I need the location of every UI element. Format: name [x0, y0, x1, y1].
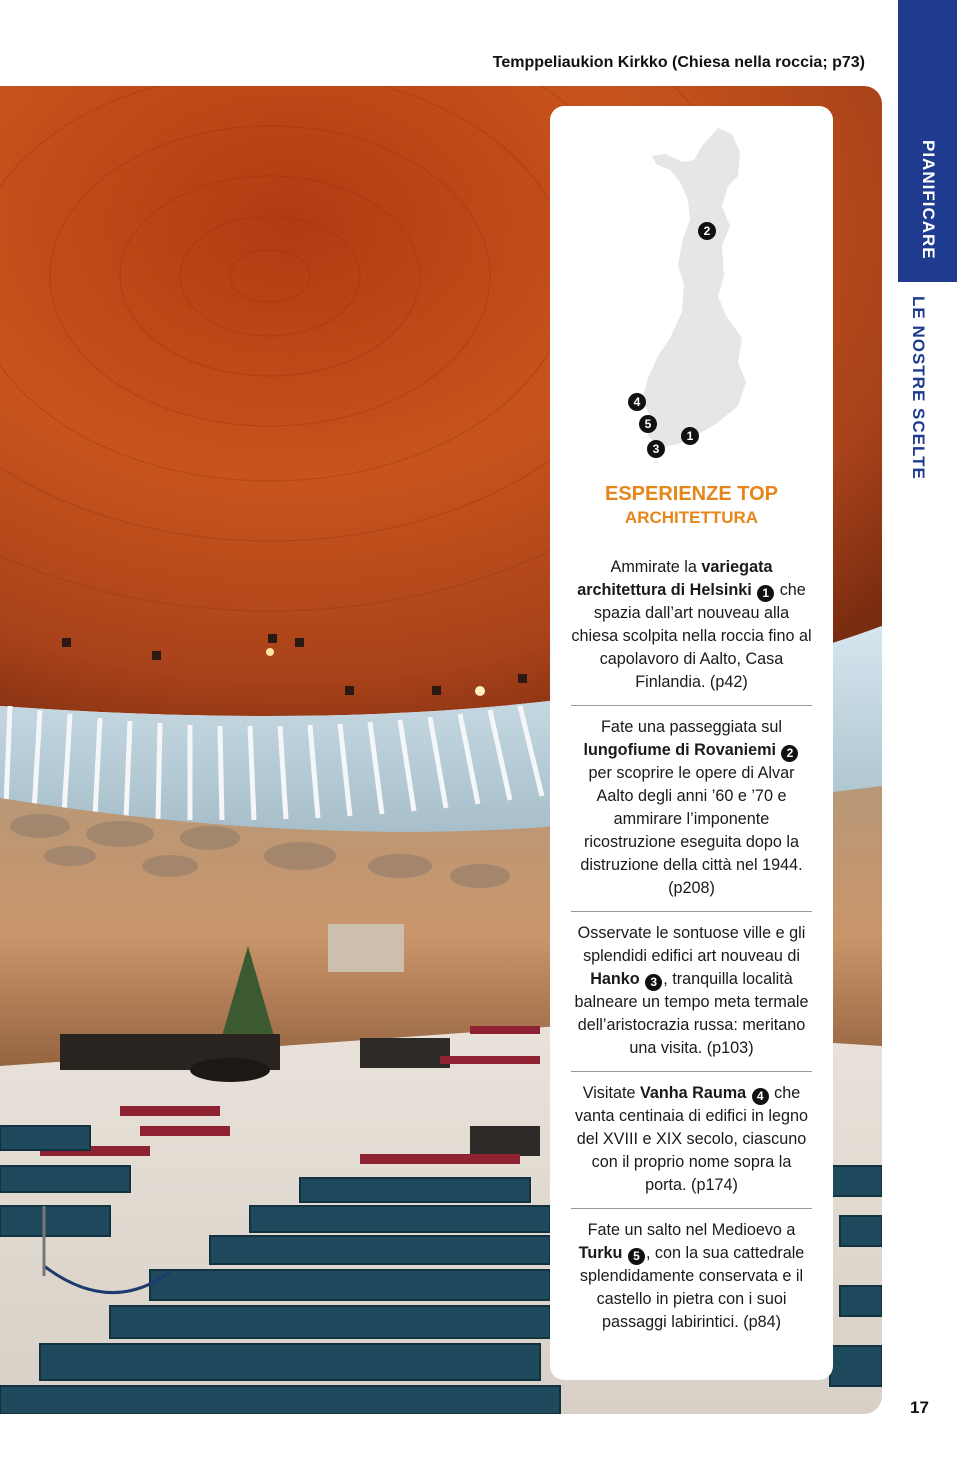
card-title: ESPERIENZE TOP [604, 483, 778, 505]
experience-entry [571, 546, 812, 706]
page-number: 17 [910, 1398, 929, 1417]
entry-text: Ammirate la [610, 558, 702, 576]
entry-text: Fate un salto nel Medioevo a [587, 1221, 796, 1239]
entry-text: per scoprire le opere di Alvar Aalto degli anni ’60 e ’70 e ammirare l’imponente ricostruzione eseguita dopo la distruzione della città nel 1944. (p208) [580, 764, 803, 897]
entry-marker: 3 [645, 974, 662, 991]
entry-highlight: Hanko [590, 970, 640, 988]
section-tab-label: PIANIFICARE [919, 140, 938, 260]
finland-map [590, 116, 800, 476]
top-experiences-card [550, 106, 833, 1380]
map-marker: 1 [681, 427, 699, 445]
entry-text: , tranquilla località balneare un tempo meta termale dell’aristocrazia russa: meritano una visita. (p103) [574, 970, 809, 1057]
experience-entry [571, 1209, 812, 1345]
experience-entry [571, 706, 812, 912]
entry-marker: 5 [628, 1248, 645, 1265]
map-marker: 2 [698, 222, 716, 240]
entry-text: che vanta centinaia di edifici in legno del XVIII e XIX secolo, ciascuno con il proprio nome sopra la porta. (p174) [574, 1084, 809, 1194]
chapter-label: LE NOSTRE SCELTE [909, 296, 928, 480]
finland-outline [642, 128, 746, 448]
photo-caption: Temppeliaukion Kirkko (Chiesa nella roccia; p73) [492, 54, 865, 71]
entry-text: Fate una passeggiata sul [601, 718, 782, 736]
experience-entry [571, 912, 812, 1072]
entry-highlight: Vanha Rauma [640, 1084, 747, 1102]
experience-entry [571, 1072, 812, 1209]
map-marker: 5 [639, 415, 657, 433]
entry-highlight: Turku [578, 1244, 623, 1262]
card-subtitle: ARCHITETTURA [624, 508, 759, 527]
entry-marker: 1 [757, 585, 774, 602]
entry-marker: 4 [752, 1088, 769, 1105]
entry-highlight: lungofiume di Rovaniemi [583, 741, 776, 759]
entry-text: Osservate le sontuose ville e gli splendidi edifici art nouveau di [577, 924, 806, 965]
map-marker: 3 [647, 440, 665, 458]
map-marker: 4 [628, 393, 646, 411]
experience-list [571, 546, 812, 1345]
entry-text: , con la sua cattedrale splendidamente conservata e il castello in pietra con i suoi passaggi labirintici. (p84) [579, 1244, 805, 1331]
entry-text: che spazia dall’art nouveau alla chiesa scolpita nella roccia fino al capolavoro di Aalto, Casa Finlandia. (p42) [571, 581, 812, 691]
entry-highlight: variegata architettura di Helsinki [577, 558, 773, 599]
entry-text: Visitate [582, 1084, 640, 1102]
entry-marker: 2 [781, 745, 798, 762]
